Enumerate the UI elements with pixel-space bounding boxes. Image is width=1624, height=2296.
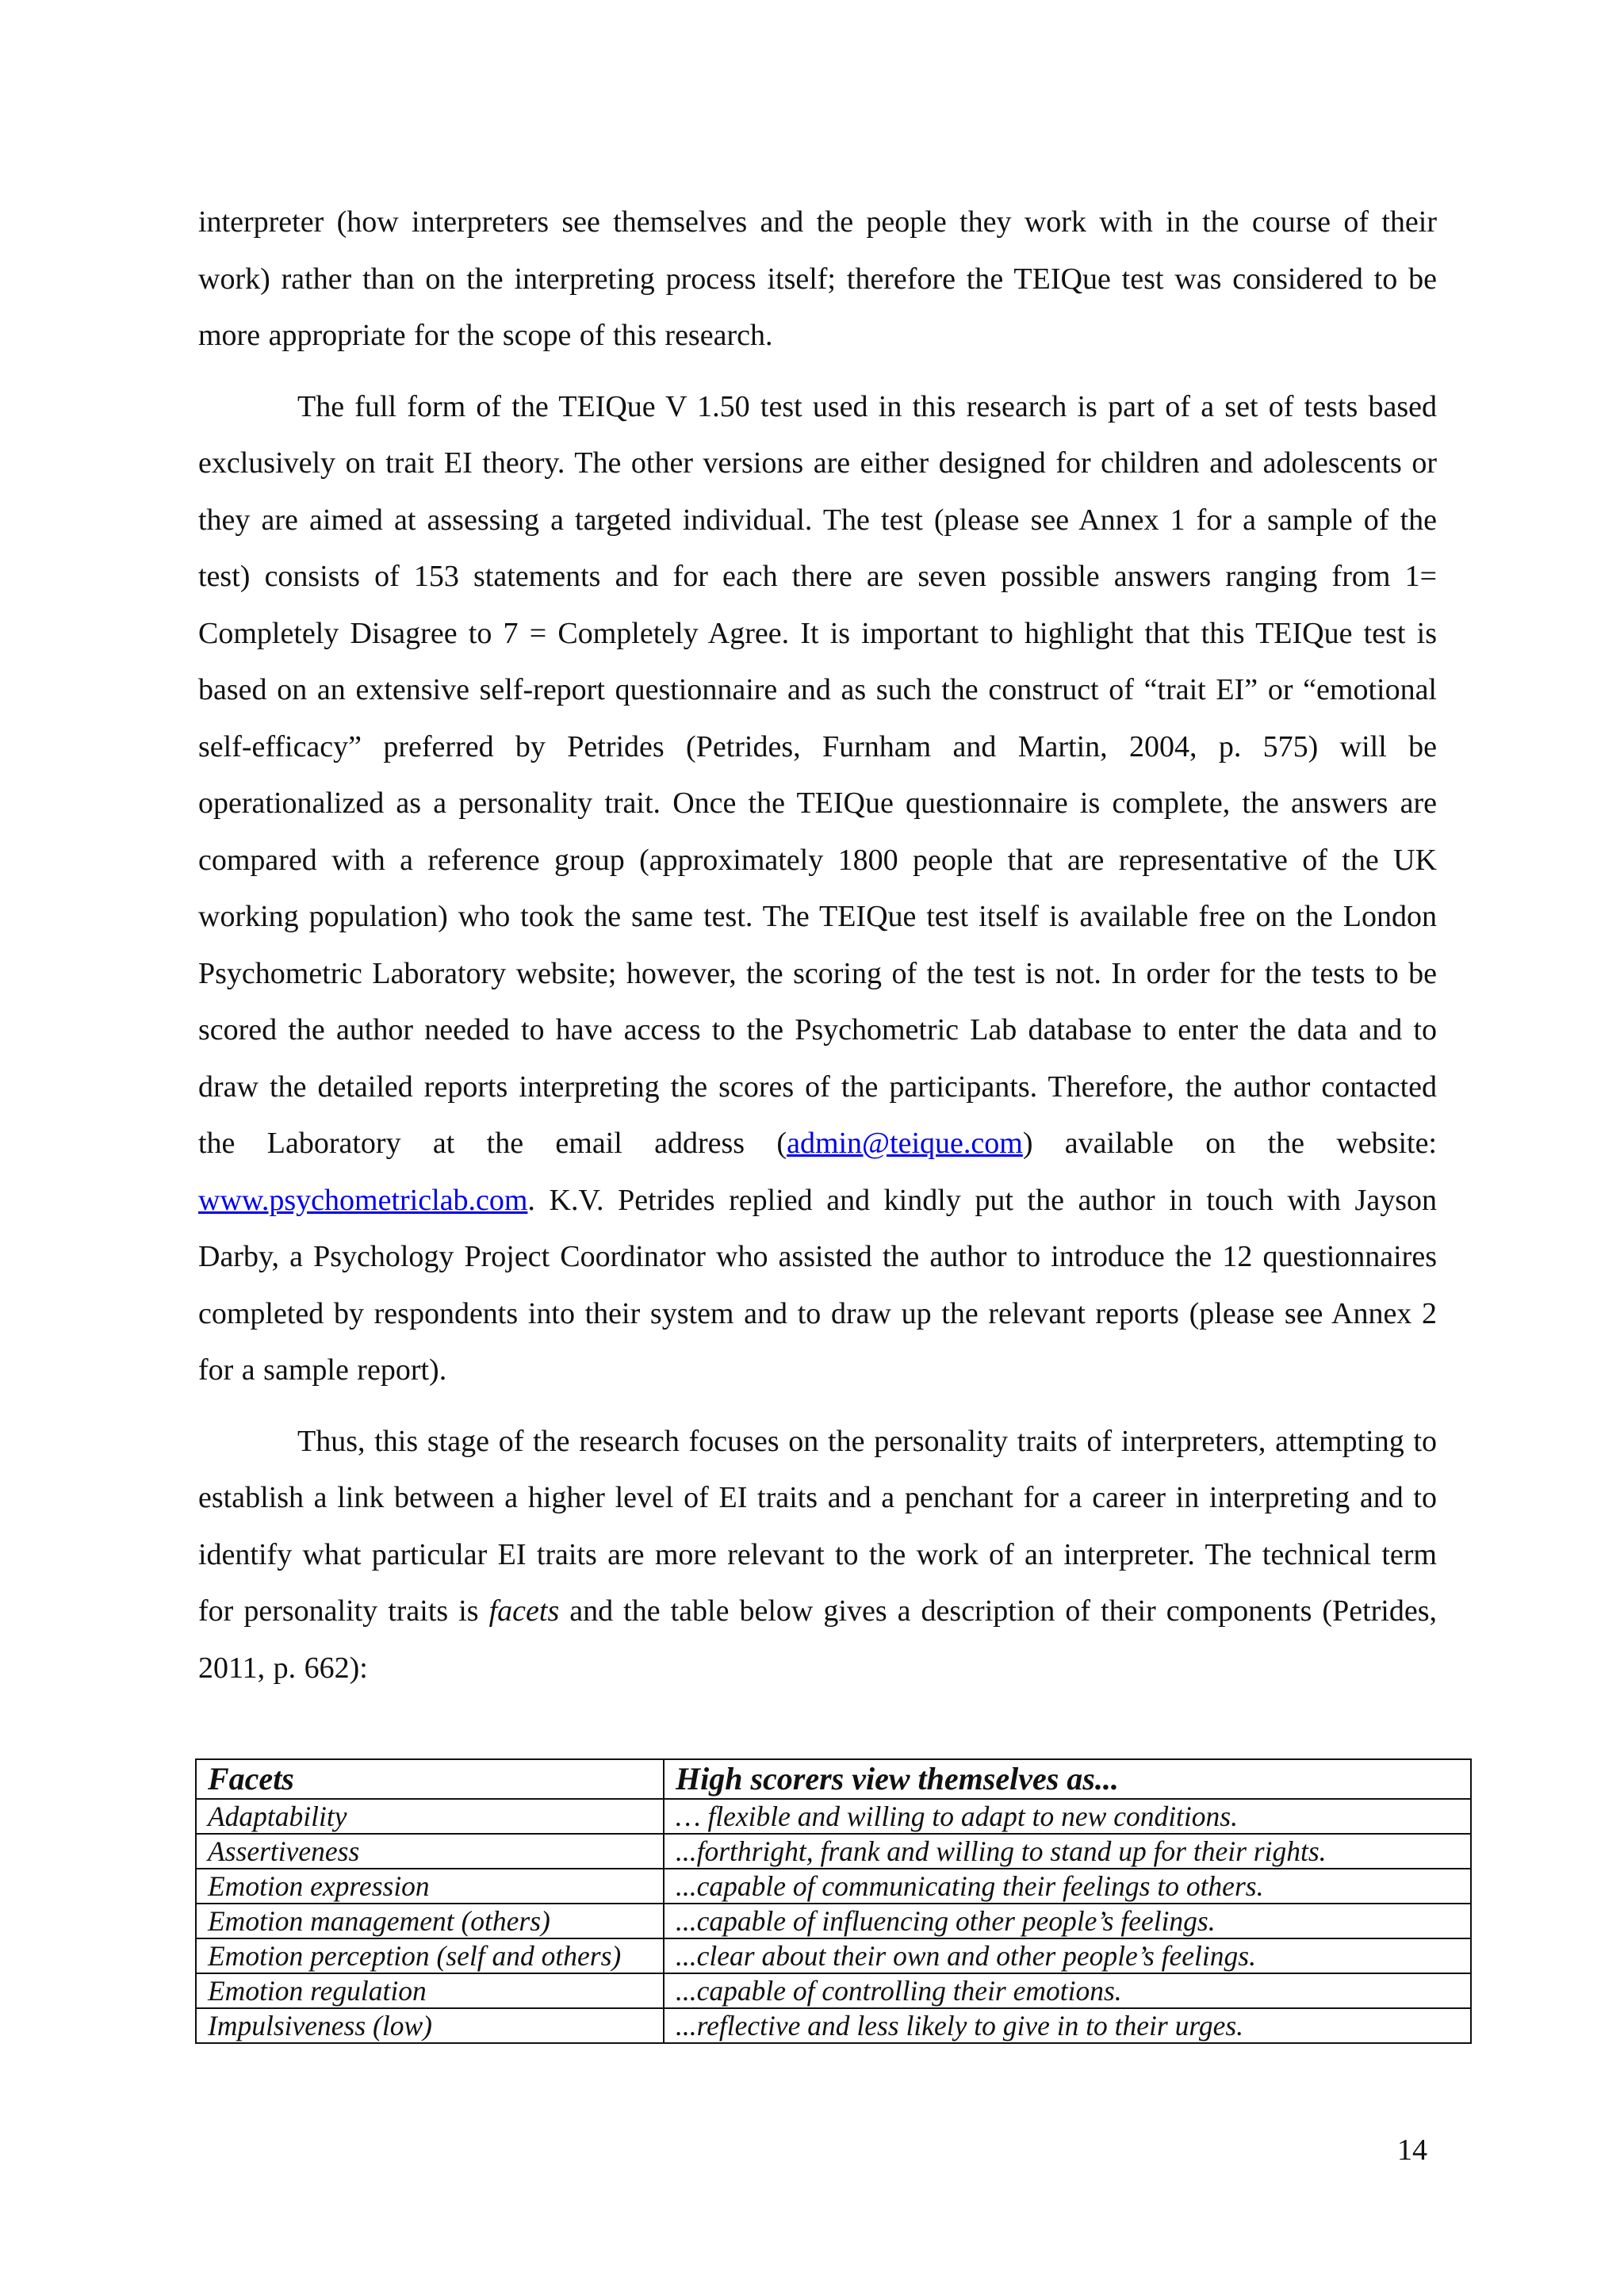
table-row (196, 1834, 1471, 1869)
paragraph-2-text-b: ) available on the website: (1022, 1127, 1437, 1160)
table-row (196, 1799, 1471, 1834)
facet-cell: Impulsiveness (low) (196, 2008, 664, 2043)
description-cell: … flexible and willing to adapt to new conditions. (664, 1799, 1471, 1834)
description-cell: ...clear about their own and other people’s feelings. (664, 1938, 1471, 1973)
paragraph-3 (198, 1414, 1437, 1697)
paragraph-2-text-c: . K.V. Petrides replied and kindly put the author in touch with Jayson Darby, a Psychology Project Coordinator who assisted the author to introduce the 12 questionnaires completed by respondents into their system and to draw up the relevant reports (please see Annex 2 for a sample report). (198, 1183, 1437, 1387)
paragraph-3-text-b: and the table below gives a description of their components (Petrides, 2011, p. 662): (198, 1594, 1438, 1685)
facet-cell: Emotion expression (196, 1869, 664, 1904)
table-row (196, 1904, 1471, 1938)
paragraph-2-text-a: The full form of the TEIQue V 1.50 test used in this research is part of a set of tests based exclusively on trait EI theory. The other versions are either designed for children and adolescents or they are aimed at assessing a targeted individual. The test (please see Annex 1 for a sample of the test) consists of 153 statements and for each there are seven possible answers ranging from 1= Completely Disagree to 7 = Completely Agree. It is important to highlight that this TEIQue test is based on an extensive self-report questionnaire and as such the construct of “trait EI” or “emotional self-efficacy” preferred by Petrides (Petrides, Furnham and Martin, 2004, p. 575) will be operationalized as a personality trait. Once the TEIQue questionnaire is complete, the answers are compared with a reference group (approximately 1800 people that are representative of the UK working population) who took the same test. The TEIQue test itself is available free on the London Psychometric Laboratory website; however, the scoring of the test is not. In order for the tests to be scored the author needed to have access to the Psychometric Lab database to enter the data and to draw the detailed reports interpreting the scores of the participants. Therefore, the author contacted the Laboratory at the email address ( (198, 389, 1437, 1160)
page-number: 14 (1397, 2133, 1427, 2167)
description-cell: ...reflective and less likely to give in to their urges. (664, 2008, 1471, 2043)
website-link[interactable]: www.psychometriclab.com (198, 1183, 528, 1217)
header-facets: Facets (196, 1759, 664, 1799)
paragraph-2 (198, 379, 1437, 1399)
description-cell: ...forthright, frank and willing to stand up for their rights. (664, 1834, 1471, 1869)
description-cell: ...capable of controlling their emotions. (664, 1973, 1471, 2008)
table-row (196, 1869, 1471, 1904)
facet-cell: Adaptability (196, 1799, 664, 1834)
table-header-row (196, 1759, 1471, 1799)
facet-cell: Emotion perception (self and others) (196, 1938, 664, 1973)
email-link[interactable]: admin@teique.com (787, 1127, 1023, 1160)
facets-table (195, 1758, 1472, 2044)
description-cell: ...capable of influencing other people’s feelings. (664, 1904, 1471, 1938)
description-cell: ...capable of communicating their feelings to others. (664, 1869, 1471, 1904)
paragraph-3-text-a: Thus, this stage of the research focuses on the personality traits of interpreters, attempting to establish a link between a higher level of EI traits and a penchant for a career in interpreting and to identify what particular EI traits are more relevant to the work of an interpreter. The technical term for personality traits is (198, 1424, 1437, 1628)
facet-cell: Emotion regulation (196, 1973, 664, 2008)
table-row (196, 1973, 1471, 2008)
page-body (198, 194, 1437, 1697)
header-high-scorers: High scorers view themselves as... (664, 1759, 1471, 1799)
table-row (196, 2008, 1471, 2043)
table-row (196, 1938, 1471, 1973)
paragraph-1: interpreter (how interpreters see themselves and the people they work with in the course of their work) rather than on the interpreting process itself; therefore the TEIQue test was considered to be more appropriate for the scope of this research. (198, 205, 1437, 352)
facet-cell: Assertiveness (196, 1834, 664, 1869)
paragraph-3-italic-term: facets (488, 1594, 560, 1628)
facet-cell: Emotion management (others) (196, 1904, 664, 1938)
